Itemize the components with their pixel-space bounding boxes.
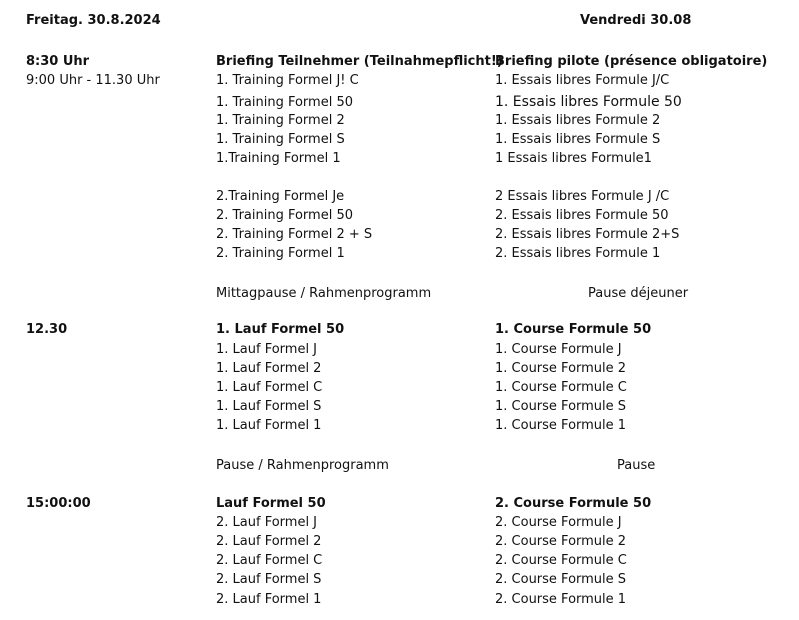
race1-de-item: 1. Lauf Formel 50 [216, 322, 345, 337]
race2-fr-item: 2. Course Formule 1 [495, 592, 627, 607]
briefing-de: Briefing Teilnehmer (Teilnahmepflicht!) [216, 54, 503, 69]
briefing-fr: Briefing pilote (présence obligatoire) [495, 54, 768, 69]
race2-de-item: 2. Lauf Formel 2 [216, 534, 322, 549]
lunch-break-fr: Pause déjeuner [588, 286, 689, 301]
training-fr-item: 2. Essais libres Formule 50 [495, 208, 669, 223]
race1-de-item: 1. Lauf Formel 2 [216, 361, 322, 376]
race2-de-item: 2. Lauf Formel C [216, 553, 323, 568]
training-fr-item: 1. Essais libres Formule 2 [495, 113, 661, 128]
training-fr-item: 2. Essais libres Formule 1 [495, 246, 661, 261]
training-de-item: 1. Training Formel J! C [216, 73, 359, 88]
race1-fr-item: 1. Course Formule C [495, 380, 627, 395]
race1-fr-item: 1. Course Formule 50 [495, 322, 652, 337]
race2-de-item: 2. Lauf Formel 1 [216, 592, 322, 607]
race1-de-item: 1. Lauf Formel J [216, 342, 318, 357]
date-french: Vendredi 30.08 [580, 13, 692, 28]
training-fr-item: 2 Essais libres Formule J /C [495, 189, 670, 204]
race2-fr-item: 2. Course Formule 2 [495, 534, 627, 549]
race1-fr-item: 1. Course Formule J [495, 342, 622, 357]
race2-de-item: 2. Lauf Formel S [216, 572, 322, 587]
race1-de-item: 1. Lauf Formel 1 [216, 418, 322, 433]
training-fr-item: 1. Essais libres Formule 50 [495, 94, 682, 110]
race1-fr-item: 1. Course Formule 1 [495, 418, 627, 433]
training-de-item: 2.Training Formel Je [216, 189, 345, 204]
training-fr-item: 1. Essais libres Formule J/C [495, 73, 670, 88]
race2-fr-item: 2. Course Formule C [495, 553, 627, 568]
training-de-item: 1.Training Formel 1 [216, 151, 341, 166]
race1-fr-item: 1. Course Formule S [495, 399, 627, 414]
time-race2: 15:00:00 [26, 496, 91, 511]
training-de-item: 2. Training Formel 2 + S [216, 227, 373, 242]
race1-de-item: 1. Lauf Formel C [216, 380, 323, 395]
pause-fr: Pause [617, 458, 656, 473]
race2-fr-item: 2. Course Formule S [495, 572, 627, 587]
race1-fr-item: 1. Course Formule 2 [495, 361, 627, 376]
time-training: 9:00 Uhr - 11.30 Uhr [26, 73, 160, 88]
training-fr-item: 2. Essais libres Formule 2+S [495, 227, 680, 242]
date-german: Freitag. 30.8.2024 [26, 13, 161, 28]
race2-de-item: Lauf Formel 50 [216, 496, 326, 511]
training-fr-item: 1 Essais libres Formule1 [495, 151, 652, 166]
training-fr-item: 1. Essais libres Formule S [495, 132, 661, 147]
race1-de-item: 1. Lauf Formel S [216, 399, 322, 414]
training-de-item: 2. Training Formel 1 [216, 246, 345, 261]
time-briefing: 8:30 Uhr [26, 54, 90, 69]
training-de-item: 1. Training Formel 2 [216, 113, 345, 128]
race2-de-item: 2. Lauf Formel J [216, 515, 318, 530]
time-race1: 12.30 [26, 322, 68, 337]
race2-fr-item: 2. Course Formule 50 [495, 496, 652, 511]
training-de-item: 1. Training Formel 50 [216, 95, 353, 110]
lunch-break-de: Mittagpause / Rahmenprogramm [216, 286, 432, 301]
race2-fr-item: 2. Course Formule J [495, 515, 622, 530]
training-de-item: 1. Training Formel S [216, 132, 345, 147]
training-de-item: 2. Training Formel 50 [216, 208, 353, 223]
pause-de: Pause / Rahmenprogramm [216, 458, 389, 473]
